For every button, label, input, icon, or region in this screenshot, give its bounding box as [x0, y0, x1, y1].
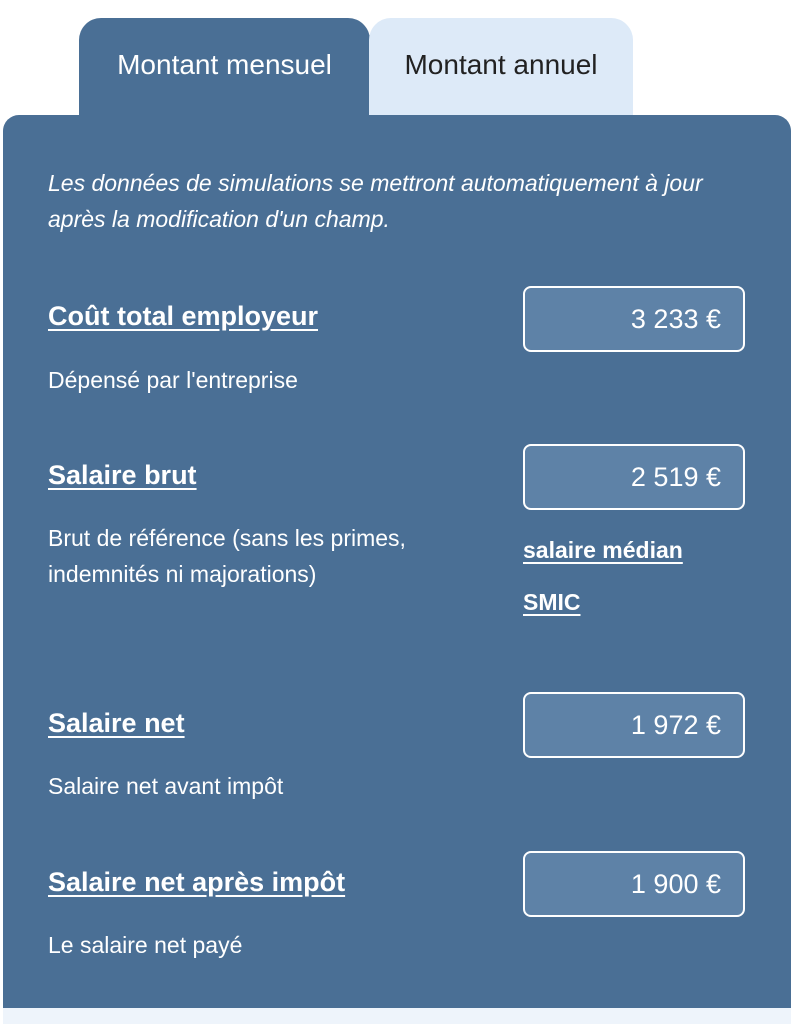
median-salary-link[interactable]: salaire médian	[523, 537, 683, 563]
gross-salary-label[interactable]: Salaire brut	[48, 460, 197, 490]
simulation-panel	[3, 115, 791, 1008]
employer-cost-label[interactable]: Coût total employeur	[48, 301, 319, 331]
panel-footer-strip	[3, 1008, 791, 1024]
tab-montant-mensuel[interactable]: Montant mensuel	[79, 18, 370, 118]
net-after-tax-description: Le salaire net payé	[48, 932, 243, 958]
employer-cost-input[interactable]	[523, 286, 745, 352]
net-after-tax-label[interactable]: Salaire net après impôt	[48, 867, 346, 897]
net-after-tax-input[interactable]	[523, 851, 745, 917]
intro-text: Les données de simulations se mettront automatiquement à jour après la modification d'un champ.	[48, 170, 703, 232]
net-salary-label[interactable]: Salaire net	[48, 708, 185, 738]
net-salary-input[interactable]	[523, 692, 745, 758]
employer-cost-description: Dépensé par l'entreprise	[48, 367, 298, 393]
net-salary-description: Salaire net avant impôt	[48, 773, 284, 799]
tab-montant-annuel[interactable]: Montant annuel	[369, 18, 633, 118]
gross-salary-input[interactable]	[523, 444, 745, 510]
smic-link[interactable]: SMIC	[523, 589, 581, 615]
gross-salary-description: Brut de référence (sans les primes, indemnités ni majorations)	[48, 525, 406, 587]
